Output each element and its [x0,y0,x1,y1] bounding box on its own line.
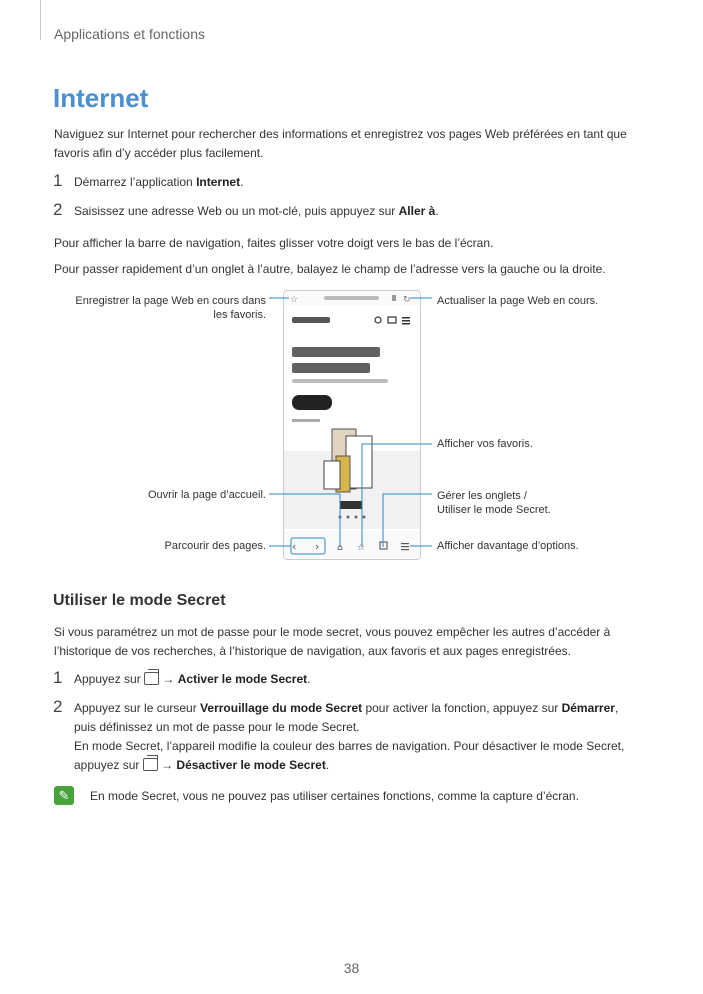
secret-intro [54,623,654,661]
step-text-pre: Démarrez l’application [74,175,197,189]
callout-browse: Parcourir des pages. [164,540,266,552]
section-header: Applications et fonctions [54,26,205,42]
step-text-bold: Internet [196,175,241,189]
secret-intro-line2: l’historique de vos recherches, à l’historique de navigation, aux favoris et aux pages enregistrées. [54,644,571,658]
step-number: 2 [53,697,63,716]
callout-favorites: Afficher vos favoris. [437,438,533,450]
tabs-paragraph: Pour passer rapidement d’un onglet à l’autre, balayez le champ de l’adresse vers la gauche ou la droite. [54,262,606,276]
step-text-pre: appuyez sur [74,758,143,772]
arrow-icon: → [162,672,175,686]
step-number: 1 [53,668,63,687]
favorites-icon: ☆ [357,543,366,553]
callout-bookmark [60,294,266,322]
home-icon: ⌂ [337,543,343,553]
callout-tabs-line1: Gérer les onglets / [437,490,527,502]
step-text-bold: Activer le mode Secret [177,672,308,686]
tabs-icon [143,758,158,771]
step-text [74,699,664,775]
step-text-bold: Aller à [398,204,436,218]
step-text-pre: Saisissez une adresse Web ou un mot-clé, puis appuyez sur [74,204,399,218]
page-number: 38 [343,960,360,976]
step-text-line3: En mode Secret, l’appareil modifie la couleur des barres de navigation. Pour désactiver le mode Secret, [74,739,625,753]
step-number: 2 [53,200,63,219]
secret-intro-line1: Si vous paramétrez un mot de passe pour le mode secret, vous pouvez empêcher les autres d’accéder à [54,625,611,639]
tabs-icon [144,672,159,685]
step-text-bold: Verrouillage du mode Secret [200,701,363,715]
step-text-post: , [614,701,619,715]
refresh-icon: ↻ [403,295,411,305]
step-text-bold: Désactiver le mode Secret [176,758,326,772]
step-number: 1 [53,171,63,190]
intro-paragraph: Naviguez sur Internet pour rechercher des informations et enregistrez vos pages Web préférées en tant que favoris afin d’y accéder plus facilement. [54,127,627,160]
callout-bookmark-line1: Enregistrer la page Web en cours dans [75,295,266,307]
arrow-icon: → [161,758,174,772]
star-icon: ☆ [290,295,299,305]
step-text-mid: pour activer la fonction, appuyez sur [362,701,562,715]
callout-refresh: Actualiser la page Web en cours. [437,295,599,307]
step-text-pre: Appuyez sur [74,672,145,686]
step-text [74,670,310,689]
callout-home: Ouvrir la page d’accueil. [147,489,266,501]
callout-tabs-line2: Utiliser le mode Secret. [437,504,551,516]
nav-paragraph: Pour afficher la barre de navigation, faites glisser votre doigt vers le bas de l’écran. [54,236,494,250]
back-icon: ‹ [292,540,297,553]
page-title: Internet [53,83,149,113]
step-text-line2: puis définissez un mot de passe pour le mode Secret. [74,720,360,734]
forward-icon: › [315,540,320,553]
step-text-post: . [325,758,330,772]
step-text-bold: Démarrer [561,701,615,715]
step-text-post: . [435,204,439,218]
step-text-post: . [240,175,244,189]
note-text: En mode Secret, vous ne pouvez pas utiliser certaines fonctions, comme la capture d’écran. [90,789,579,803]
step-text-post: . [307,672,311,686]
callout-more: Afficher davantage d’options. [437,540,579,552]
step-text-pre: Appuyez sur le curseur [74,701,201,715]
callout-bookmark-line2: les favoris. [213,309,266,321]
section-heading: Utiliser le mode Secret [53,592,226,609]
note-icon: ✎ [54,786,74,805]
callout-tabs [437,489,551,517]
